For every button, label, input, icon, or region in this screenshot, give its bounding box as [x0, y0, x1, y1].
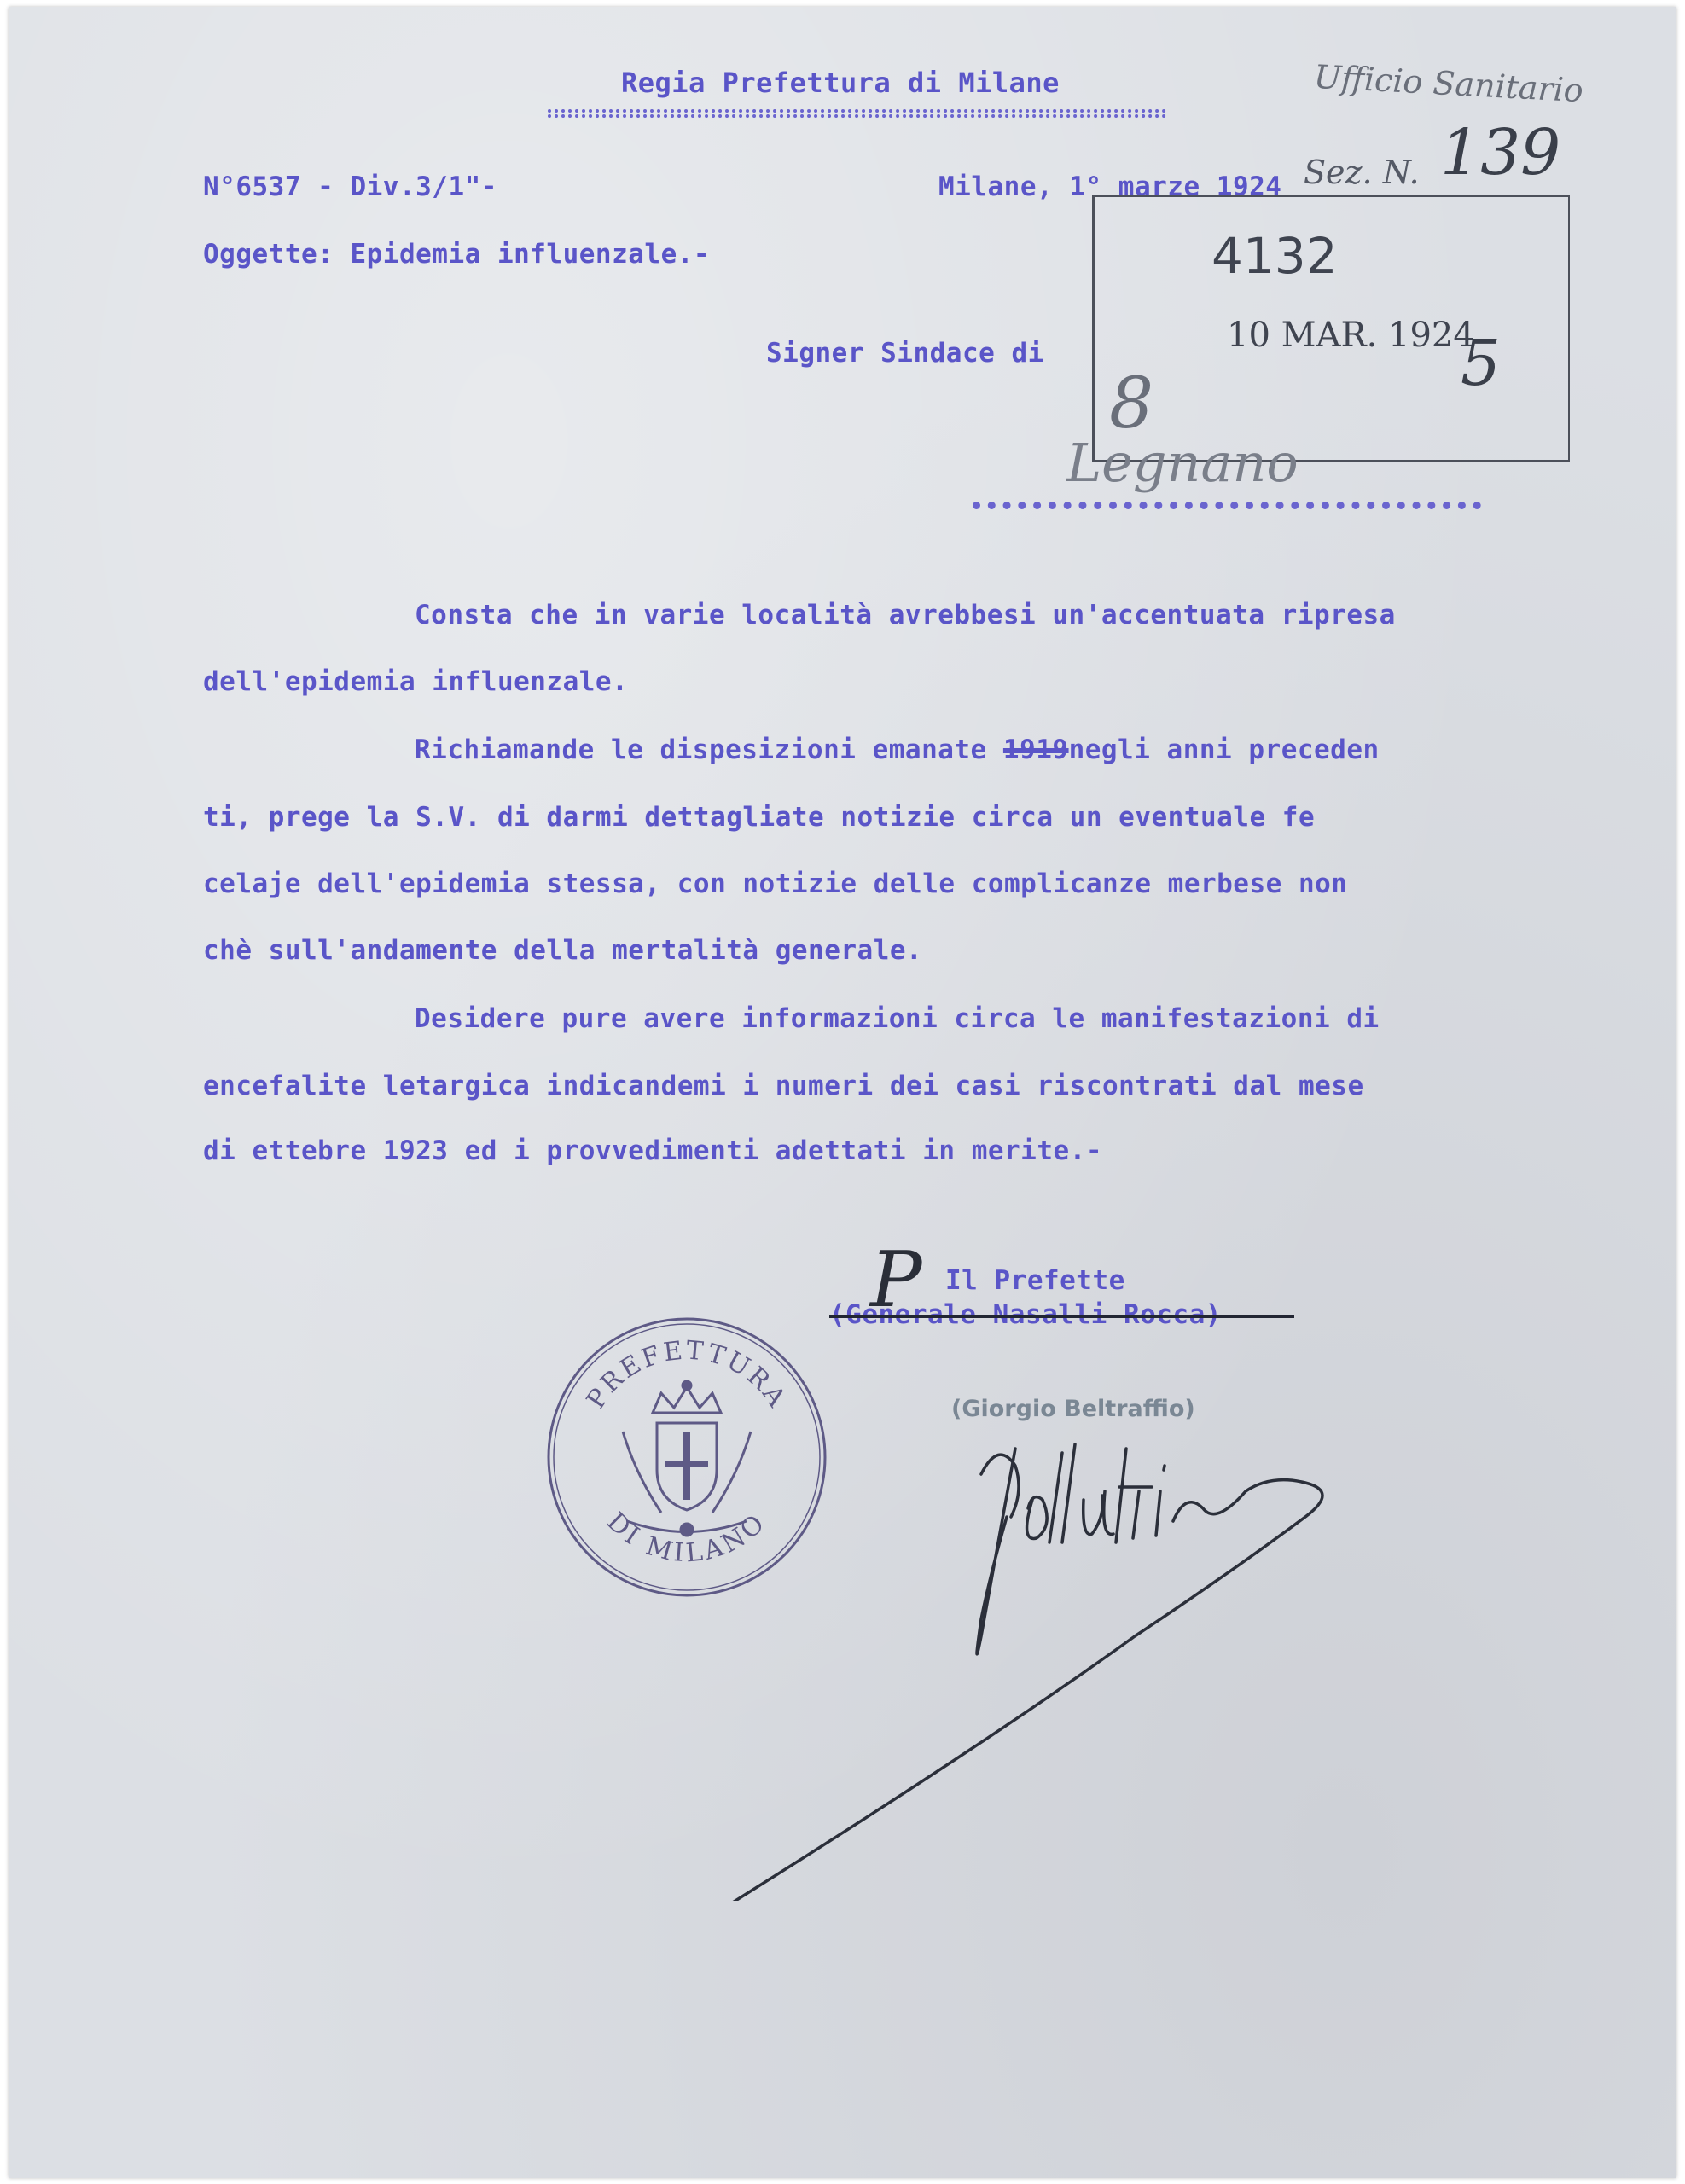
letterhead-rule [548, 109, 1166, 118]
body-p2-line3: celaje dell'epidemia stessa, con notizie delle complicanze merbese non [203, 868, 1348, 899]
body-p3-line1: Desidere pure avere informazioni circa le manifestazioni di [415, 1003, 1380, 1034]
body-p2-line2: ti, prege la S.V. di darmi dettagliate notizie circa un eventuale fe [203, 802, 1316, 833]
section-label: Sez. N. [1304, 154, 1420, 191]
section-number: 139 [1440, 116, 1561, 189]
per-mark: P [870, 1235, 922, 1325]
body-p2-line4: chè sull'andamente della mertalità generale. [203, 935, 923, 966]
registry-date: 10 MAR. 1924 [1227, 316, 1475, 355]
place-date: Milane, 1° marze 1924 [938, 171, 1282, 202]
letterhead-office: Regia Prefettura di Milane [621, 67, 1060, 99]
body-p1-line2: dell'epidemia influenzale. [203, 666, 629, 697]
struck-prefect-name: (Generale Nasalli Rocca) [829, 1299, 1222, 1330]
body-p2-line1-start: Richiamande le dispesizioni emanate [415, 735, 987, 765]
body-p3-line3: di ettebre 1923 ed i provvedimenti adettati in merite.- [203, 1136, 1102, 1166]
body-p2-line1-end: negli anni preceden [1068, 735, 1380, 765]
seal-bottom-text: DI MILANO [601, 1507, 773, 1569]
prefect-title: Il Prefette [945, 1265, 1125, 1296]
deputy-name-stamp: (Giorgio Beltraffio) [951, 1396, 1195, 1422]
seal-top-text: PREFETTURA [580, 1335, 793, 1414]
addressee-salutation: Signer Sindace di [766, 338, 1044, 369]
addressee-town: Legnano [1066, 432, 1299, 494]
registry-number: 4132 [1211, 227, 1338, 285]
crown-icon [653, 1381, 721, 1413]
document-sheet [9, 7, 1676, 2178]
body-p3-line2: encefalite letargica indicandemi i numeri dei casi riscontrati dal mese [203, 1071, 1364, 1101]
body-p1-line1: Consta che in varie località avrebbesi un'accentuata ripresa [415, 600, 1396, 630]
registry-handwritten-mark: 5 [1461, 327, 1502, 400]
body-struck-year: 1919 [1002, 735, 1069, 765]
prefect-signature [725, 1235, 1374, 1901]
body-p2-line1 [415, 735, 1380, 765]
subject-line: Oggette: Epidemia influenzale.- [203, 239, 711, 270]
addressee-dotted-rule [973, 502, 1481, 509]
protocol-number: N°6537 - Div.3/1"- [203, 171, 497, 202]
handwritten-department: Ufficio Sanitario [1313, 57, 1584, 110]
handwritten-page-number: 8 [1109, 363, 1154, 444]
